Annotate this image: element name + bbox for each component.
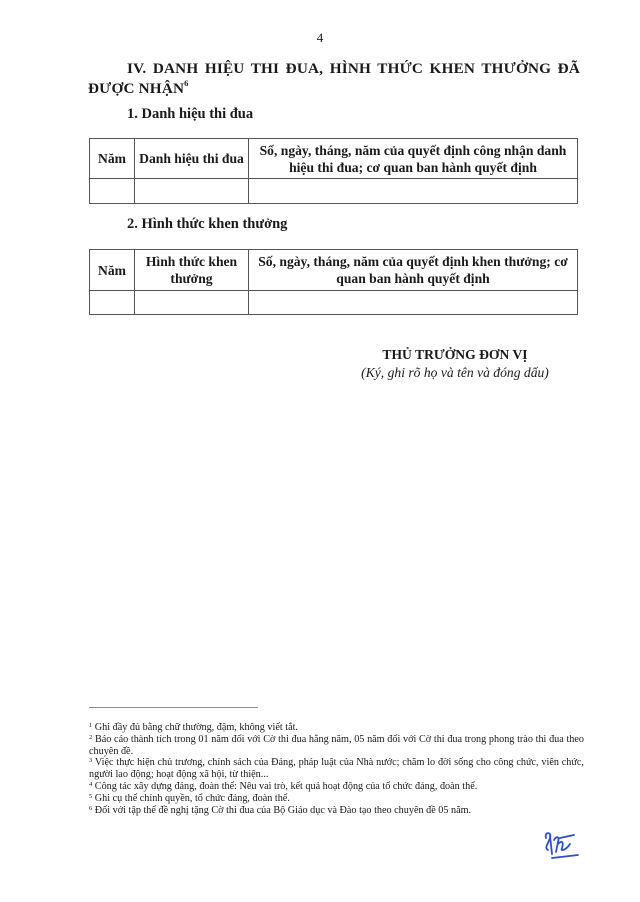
cell-decision[interactable]	[249, 291, 578, 315]
handwritten-initials-icon	[540, 828, 584, 864]
footnote-text: Ghi cụ thể chính quyền, tổ chức đảng, đoàn thể.	[94, 792, 290, 804]
header-year: Năm	[90, 250, 135, 291]
section-heading	[88, 59, 580, 99]
footnote-4	[89, 781, 584, 793]
section-heading-line2: ĐƯỢC NHẬN	[88, 80, 185, 97]
footnote-6	[89, 805, 584, 817]
reward-form-table	[89, 249, 578, 315]
cell-year[interactable]	[90, 179, 135, 204]
subsection-title-reward: 2. Hình thức khen thưởng	[127, 216, 288, 232]
subsection-title-emulation: 1. Danh hiệu thi đua	[127, 106, 254, 122]
footnotes	[89, 722, 584, 816]
footnote-3	[89, 757, 584, 781]
footnote-5	[89, 793, 584, 805]
cell-year[interactable]	[90, 291, 135, 315]
header-decision: Số, ngày, tháng, năm của quyết định công nhận danh hiệu thi đua; cơ quan ban hành quyết định	[249, 139, 578, 179]
header-year: Năm	[90, 139, 135, 179]
section-heading-line1: IV. DANH HIỆU THI ĐUA, HÌNH THỨC KHEN THƯỞNG ĐÃ	[127, 60, 580, 77]
footnote-text: Ghi đầy đủ bằng chữ thường, đậm, không viết tắt.	[94, 722, 298, 733]
header-title: Danh hiệu thi đua	[135, 139, 249, 179]
signature-block	[330, 346, 580, 382]
footnote-separator	[89, 707, 258, 708]
header-reward-form: Hình thức khen thưởng	[135, 250, 249, 291]
cell-title[interactable]	[135, 179, 249, 204]
footnote-2	[89, 734, 584, 758]
page-number: 4	[316, 30, 324, 45]
footnote-number: 3	[89, 757, 93, 765]
header-decision: Số, ngày, tháng, năm của quyết định khen thưởng; cơ quan ban hành quyết định	[249, 250, 578, 291]
footnote-number: 6	[89, 804, 93, 812]
table-header-row	[90, 139, 578, 179]
footnote-text: Báo cáo thành tích trong 01 năm đối với Cờ thi đua hằng năm, 05 năm đối với Cờ thi đua trong phong trào thi đua theo chuyên đề.	[89, 733, 585, 757]
footnote-number: 5	[89, 792, 93, 800]
table-row	[90, 291, 578, 315]
footnote-ref: 6	[184, 78, 189, 88]
footnote-text: Đối với tập thể đề nghị tặng Cờ thi đua của Bộ Giáo dục và Đào tạo theo chuyên đề 05 năm.	[94, 804, 472, 816]
footnote-1	[89, 722, 584, 734]
footnote-text: Công tác xây dựng đảng, đoàn thể: Nêu vai trò, kết quả hoạt động của tổ chức đảng, đoàn thể.	[94, 780, 478, 792]
signatory-title: THỦ TRƯỞNG ĐƠN VỊ	[382, 347, 528, 362]
signature-instruction: (Ký, ghi rõ họ và tên và đóng dấu)	[361, 365, 549, 380]
footnote-number: 2	[89, 733, 93, 741]
emulation-title-table	[89, 138, 578, 204]
cell-decision[interactable]	[249, 179, 578, 204]
footnote-number: 1	[89, 722, 93, 729]
table-row	[90, 179, 578, 204]
table-header-row	[90, 250, 578, 291]
footnote-text: Việc thực hiện chủ trương, chính sách của Đảng, pháp luật của Nhà nước; chăm lo đời sống cho công chức, viên chức, người lao động; hoạt động xã hội, từ thiện...	[89, 757, 584, 781]
footnote-number: 4	[89, 780, 93, 788]
cell-reward-form[interactable]	[135, 291, 249, 315]
